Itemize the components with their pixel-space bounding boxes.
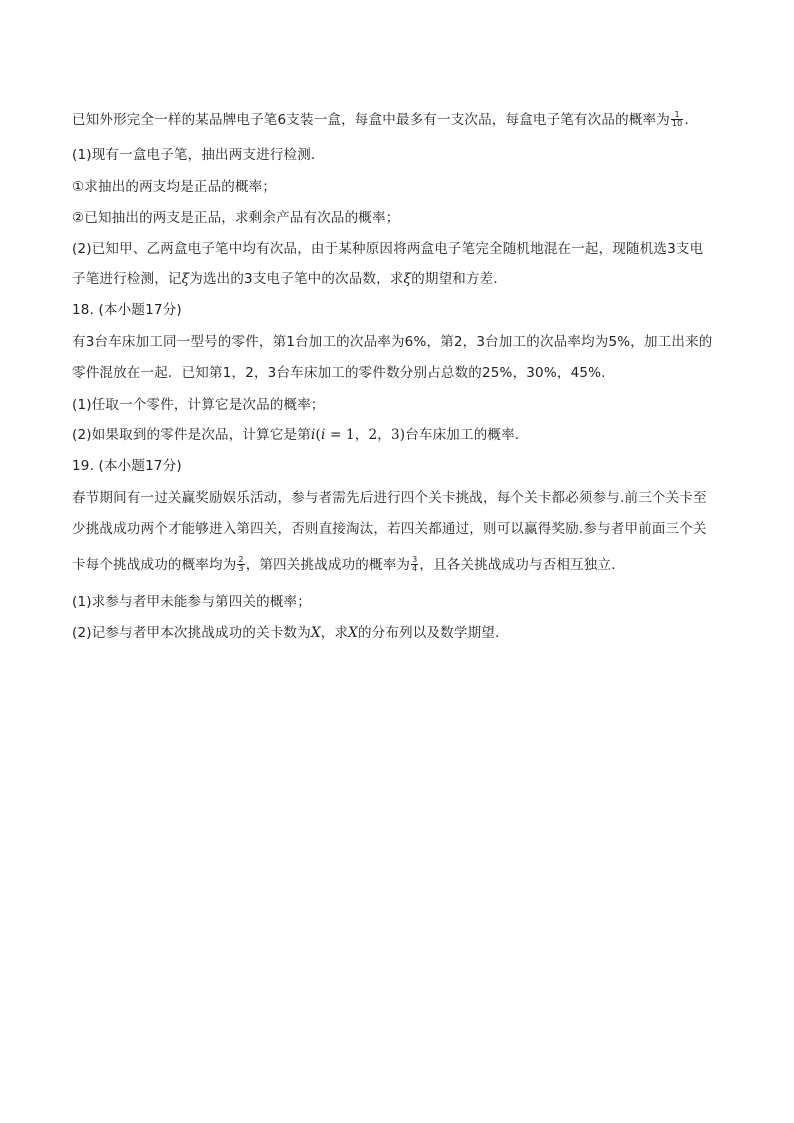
p17-frac-den: 10 [671,118,683,128]
p18-var-i: i [310,427,316,443]
p17-intro-end: . [684,112,689,128]
p18-part2 [72,426,732,444]
p18-paren: ( [315,427,321,443]
p19-line3-text-b: ，第四关挑战成功的概率为 [245,557,411,573]
p17-frac-num: 1 [671,111,684,120]
p18-line1: 有3台车床加工同一型号的零件，第1台加工的次品率为6%，第2，3台加工的次品率均为5%，加工出来的 [72,334,713,350]
p19-frac1-num: 2 [238,554,244,564]
p19-frac2-num: 3 [412,554,418,564]
p17-part2-text-a: 子笔进行检测，记 [72,271,182,287]
p17-part1-a: ①求抽出的两支均是正品的概率； [72,179,277,195]
p19-fraction-2 [411,556,418,573]
p19-line3-text-a: 卡每个挑战成功的概率均为 [72,557,237,573]
p19-line3 [72,556,732,574]
p18-var-i-2: i [320,427,326,443]
p19-heading: 19. (本小题17分) [72,458,182,474]
p17-part1: (1)现有一盒电子笔，抽出两支进行检测. [72,147,316,163]
p17-part2-text-b: 为选出的3支电子笔中的次品数，求 [189,271,404,287]
p18-part2-text-a: (2)如果取到的零件是次品，计算它是第 [72,427,311,443]
p18-part1: (1)任取一个零件，计算它是次品的概率； [72,397,325,413]
p19-part2-text-a: (2)记参与者甲本次挑战成功的关卡数为 [72,625,311,641]
p17-intro [72,111,732,129]
p19-part2-text-c: 的分布列以及数学期望. [357,625,500,641]
p17-fraction [671,111,684,128]
p19-frac2-den: 4 [412,563,418,573]
p19-part1: (1)求参与者甲未能参与第四关的概率； [72,594,311,610]
p17-part2-text-c: 的期望和方差. [411,271,498,287]
p19-line1: 春节期间有一过关赢奖励娱乐活动，参与者需先后进行四个关卡挑战，每个关卡都必须参与.前三个关卡至 [72,490,707,506]
p19-var-x: X [310,625,321,641]
p19-var-x-2: X [348,625,358,641]
p19-line3-text-c: ，且各关挑战成功与否相互独立. [419,557,616,573]
p18-heading: 18. (本小题17分) [72,302,182,318]
p19-part2-text-b: ，求 [320,625,349,641]
p19-part2 [72,624,732,642]
p19-fraction-1 [237,556,244,573]
p17-intro-text: 已知外形完全一样的某品牌电子笔6支装一盒，每盒中最多有一支次品，每盒电子笔有次品的概率为 [72,112,670,128]
p17-var-xi: ξ [181,271,190,287]
p17-part2-line2 [72,270,732,288]
p19-frac1-den: 3 [238,563,244,573]
p18-eq: = 1，2，3) [325,427,406,443]
p18-line2: 零件混放在一起．已知第1，2，3台车床加工的零件数分别占总数的25%，30%，45%. [72,365,606,381]
p17-var-xi-2: ξ [403,271,412,287]
p17-part2-line1: (2)已知甲、乙两盒电子笔中均有次品，由于某种原因将两盒电子笔完全随机地混在一起，现随机选3支电 [72,241,704,257]
p19-line2: 少挑战成功两个才能够进入第四关，否则直接淘汰，若四关都通过，则可以赢得奖励.参与者甲前面三个关 [72,521,707,537]
p18-part2-text-b: 台车床加工的概率. [405,427,520,443]
p17-part1-b: ②已知抽出的两支是正品，求剩余产品有次品的概率； [72,210,400,226]
